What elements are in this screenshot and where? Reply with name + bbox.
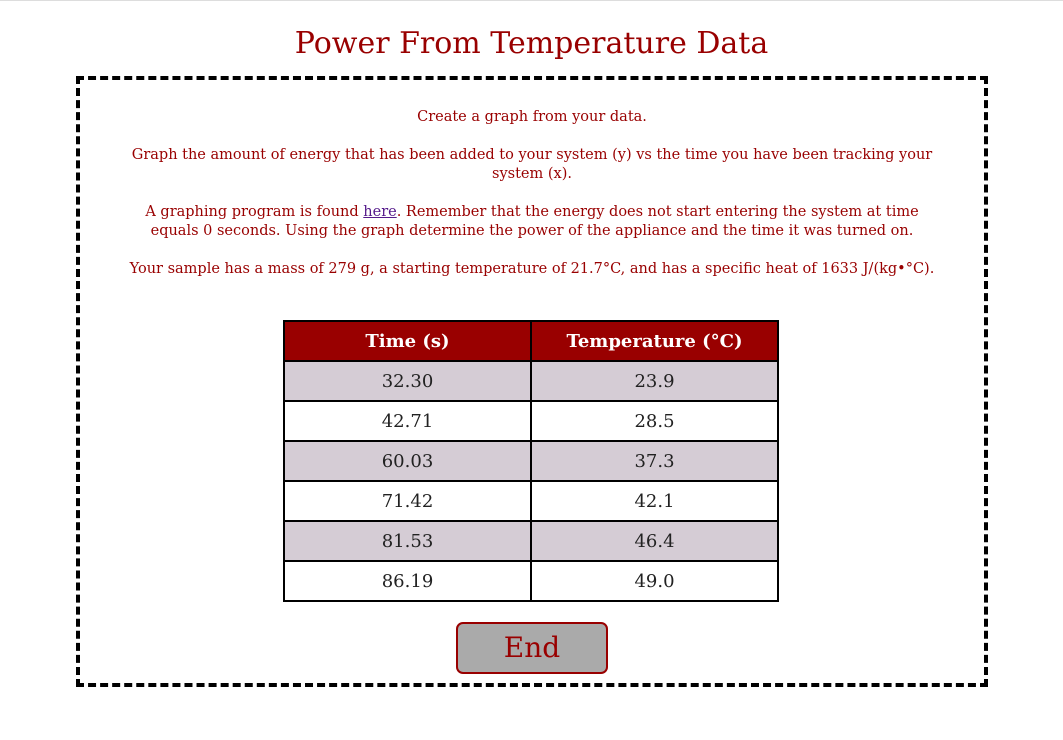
temperature-cell: 37.3	[531, 441, 778, 481]
temperature-cell: 42.1	[531, 481, 778, 521]
table-row	[284, 401, 778, 441]
instruction-graph-axes: Graph the amount of energy that has been added to your system (y) vs the time you have been tracking your system (x).	[131, 147, 933, 182]
instruction-graphing-text-start: A graphing program is found	[145, 204, 364, 220]
time-cell: 42.71	[284, 401, 531, 441]
time-cell: 32.30	[284, 361, 531, 401]
table-row	[284, 481, 778, 521]
time-cell: 86.19	[284, 561, 531, 601]
temperature-cell: 46.4	[531, 521, 778, 561]
instruction-sample-properties: Your sample has a mass of 279 g, a starting temperature of 21.7°C, and has a specific heat of 1633 J/(kg•°C).	[129, 261, 935, 277]
table-row	[284, 521, 778, 561]
column-header-time: Time (s)	[284, 321, 531, 361]
instruction-create-graph: Create a graph from your data.	[417, 109, 647, 125]
graphing-program-link[interactable]: here	[363, 204, 397, 220]
instruction-graphing-text-end: . Remember that the energy does not start entering the system at time equals 0 seconds. Using the graph determine the power of the appliance and the time it was turned on.	[150, 204, 919, 239]
column-header-temperature: Temperature (°C)	[531, 321, 778, 361]
table-row	[284, 441, 778, 481]
top-divider	[0, 0, 1063, 1]
table-row	[284, 361, 778, 401]
temperature-cell: 49.0	[531, 561, 778, 601]
temperature-cell: 28.5	[531, 401, 778, 441]
time-cell: 71.42	[284, 481, 531, 521]
table-header-row	[284, 321, 778, 361]
instructions	[120, 108, 944, 298]
time-cell: 60.03	[284, 441, 531, 481]
content-panel	[76, 76, 988, 687]
time-cell: 81.53	[284, 521, 531, 561]
temperature-cell: 23.9	[531, 361, 778, 401]
page-title: Power From Temperature Data	[294, 26, 769, 61]
instruction-graphing-program	[120, 203, 944, 241]
table-row	[284, 561, 778, 601]
end-button[interactable]: End	[456, 622, 608, 674]
data-table	[283, 320, 779, 602]
